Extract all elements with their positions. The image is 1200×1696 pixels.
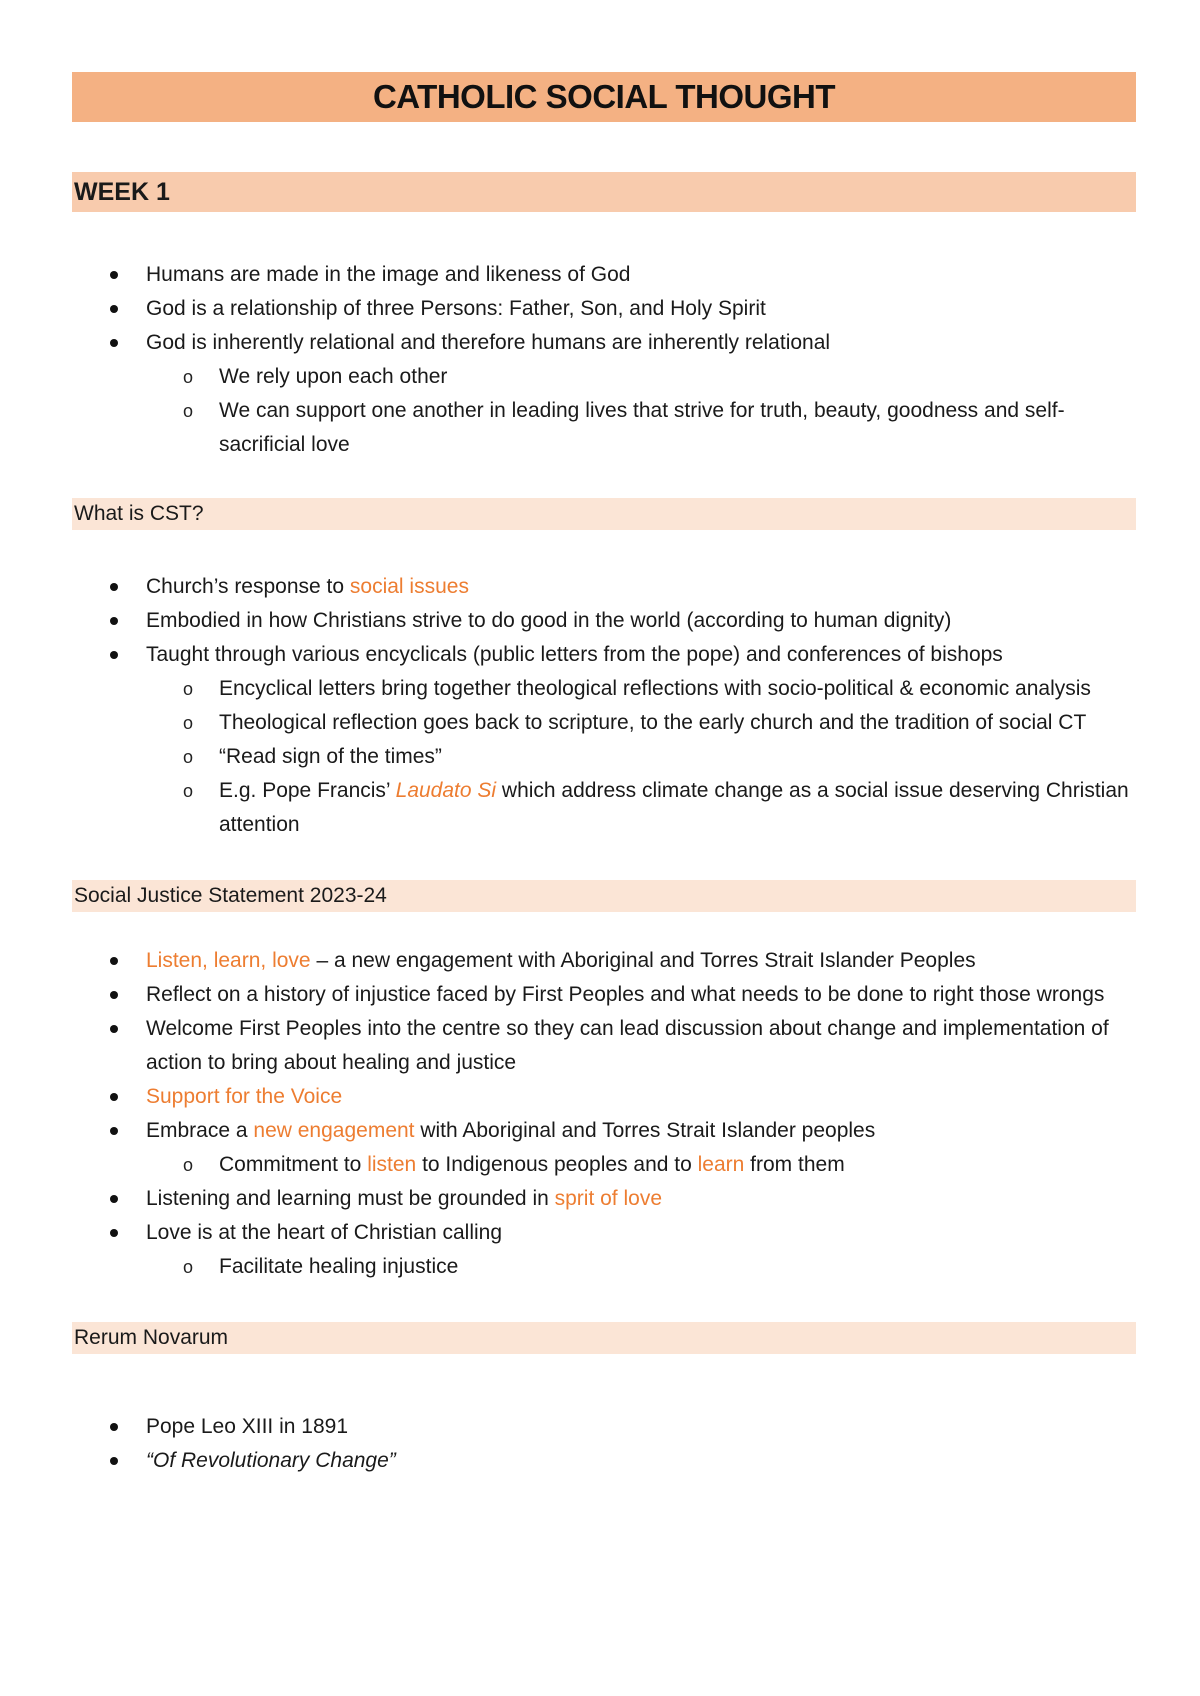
list-item: Church’s response to social issues <box>72 570 1136 604</box>
bullet-icon <box>110 305 118 313</box>
cst-list <box>72 570 1136 842</box>
circle-bullet-icon: o <box>183 1155 194 1175</box>
circle-bullet-icon: o <box>183 401 194 421</box>
circle-bullet-icon: o <box>183 747 194 767</box>
list-item: Love is at the heart of Christian calling o Facilitate healing injustice <box>72 1216 1136 1284</box>
list-item: Pope Leo XIII in 1891 <box>72 1410 1136 1444</box>
bullet-icon <box>110 957 118 965</box>
section-heading-sjs: Social Justice Statement 2023-24 <box>72 880 1136 912</box>
bullet-icon <box>110 339 118 347</box>
bullet-icon <box>110 617 118 625</box>
bullet-icon <box>110 651 118 659</box>
document-title: CATHOLIC SOCIAL THOUGHT <box>72 72 1136 122</box>
list-item: Listening and learning must be grounded in sprit of love <box>72 1182 1136 1216</box>
list-item: Humans are made in the image and likeness of God <box>72 258 1136 292</box>
section-heading-rerum: Rerum Novarum <box>72 1322 1136 1354</box>
sub-list-item: o Theological reflection goes back to scripture, to the early church and the tradition of social CT <box>72 706 1136 740</box>
sub-list <box>146 360 1136 462</box>
sub-list <box>146 672 1136 842</box>
list-item: Welcome First Peoples into the centre so they can lead discussion about change and implementation of action to bring about healing and justice <box>72 1012 1136 1080</box>
bullet-icon <box>110 583 118 591</box>
sub-list-item: o Encyclical letters bring together theological reflections with socio-political & economic analysis <box>72 672 1136 706</box>
sub-list-item: o We can support one another in leading lives that strive for truth, beauty, goodness and self-sacrificial love <box>72 394 1136 462</box>
sub-list-item: o We rely upon each other <box>72 360 1136 394</box>
circle-bullet-icon: o <box>183 367 194 387</box>
bullet-icon <box>110 1457 118 1465</box>
bullet-icon <box>110 271 118 279</box>
list-item: Support for the Voice <box>72 1080 1136 1114</box>
sub-list-item: o “Read sign of the times” <box>72 740 1136 774</box>
bullet-icon <box>110 1025 118 1033</box>
circle-bullet-icon: o <box>183 1257 194 1277</box>
section-heading-cst: What is CST? <box>72 498 1136 530</box>
list-item: “Of Revolutionary Change” <box>72 1444 1136 1478</box>
list-item: Reflect on a history of injustice faced by First Peoples and what needs to be done to right those wrongs <box>72 978 1136 1012</box>
list-item: Embodied in how Christians strive to do good in the world (according to human dignity) <box>72 604 1136 638</box>
rerum-list <box>72 1410 1136 1478</box>
week-list <box>72 258 1136 462</box>
document-page <box>72 72 1136 1478</box>
sub-list <box>146 1148 1136 1182</box>
circle-bullet-icon: o <box>183 679 194 699</box>
week-heading: WEEK 1 <box>72 172 1136 212</box>
bullet-icon <box>110 1423 118 1431</box>
list-item: Taught through various encyclicals (public letters from the pope) and conferences of bishops o Encyclical letters bring together theological reflections with socio-political & economic analysis o Theological reflection goes back to scripture, to the early church and the tradition of social CT o “Read sign of the times” o E.g. Pope Francis’ Laudato Si which address climate change as a social issue deserving Christian attention <box>72 638 1136 842</box>
list-item: God is a relationship of three Persons: Father, Son, and Holy Spirit <box>72 292 1136 326</box>
sub-list <box>146 1250 1136 1284</box>
list-item: Embrace a new engagement with Aboriginal and Torres Strait Islander peoples o Commitment to listen to Indigenous peoples and to learn from them <box>72 1114 1136 1182</box>
list-item: God is inherently relational and therefore humans are inherently relational o We rely upon each other o We can support one another in leading lives that strive for truth, beauty, goodness and self-sacrificial love <box>72 326 1136 462</box>
sub-list-item: o Commitment to listen to Indigenous peoples and to learn from them <box>72 1148 1136 1182</box>
circle-bullet-icon: o <box>183 713 194 733</box>
sub-list-item: o E.g. Pope Francis’ Laudato Si which address climate change as a social issue deserving Christian attention <box>72 774 1136 842</box>
bullet-icon <box>110 1127 118 1135</box>
bullet-icon <box>110 1229 118 1237</box>
bullet-icon <box>110 1195 118 1203</box>
sub-list-item: o Facilitate healing injustice <box>72 1250 1136 1284</box>
bullet-icon <box>110 991 118 999</box>
circle-bullet-icon: o <box>183 781 194 801</box>
sjs-list <box>72 944 1136 1284</box>
bullet-icon <box>110 1093 118 1101</box>
list-item: Listen, learn, love – a new engagement with Aboriginal and Torres Strait Islander Peoples <box>72 944 1136 978</box>
